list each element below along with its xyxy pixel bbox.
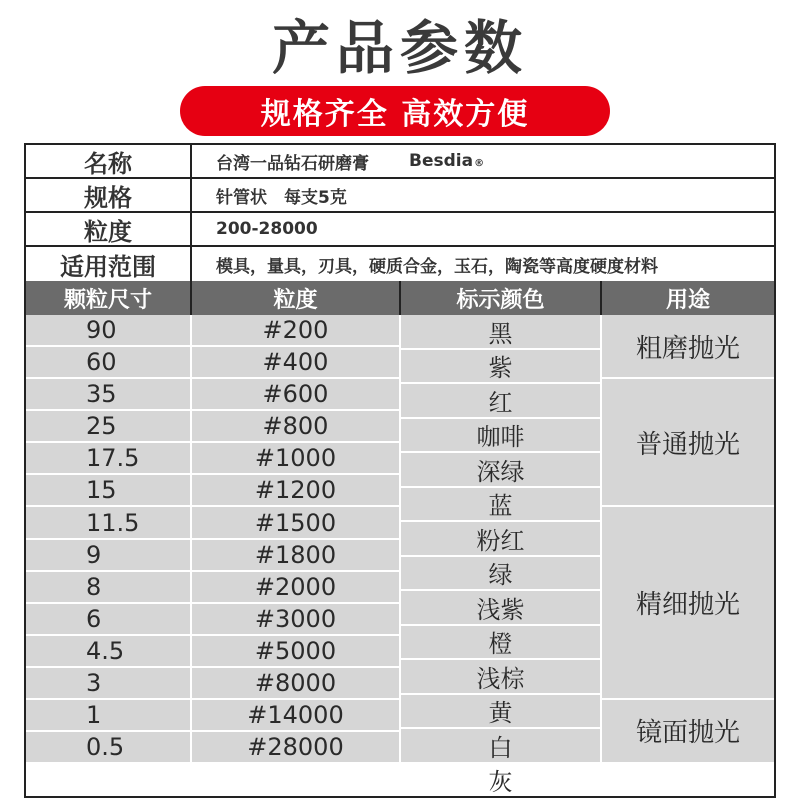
info-label: 适用范围 bbox=[26, 247, 192, 281]
column-color bbox=[401, 315, 602, 797]
grit-table-body bbox=[26, 315, 774, 797]
color-cell: 黑 bbox=[401, 315, 600, 350]
grit-cell: #28000 bbox=[192, 732, 399, 764]
grit-cell: #14000 bbox=[192, 700, 399, 732]
color-cell: 紫 bbox=[401, 350, 600, 385]
info-label: 名称 bbox=[26, 145, 192, 177]
color-cell: 灰 bbox=[401, 764, 600, 799]
page-title: 产品参数 bbox=[271, 14, 528, 82]
color-cell: 白 bbox=[401, 729, 600, 764]
grit-cell: #400 bbox=[192, 347, 399, 379]
spec-table bbox=[24, 143, 776, 798]
grit-cell: #200 bbox=[192, 315, 399, 347]
product-name: 台湾一品钻石研磨膏 bbox=[216, 153, 369, 174]
grit-cell: #2000 bbox=[192, 572, 399, 604]
info-value: 模具，量具，刃具，硬质合金，玉石，陶瓷等高度硬度材料 bbox=[216, 256, 658, 277]
use-cell: 普通抛光 bbox=[602, 379, 774, 507]
grit-cell: #3000 bbox=[192, 604, 399, 636]
grit-cell: #600 bbox=[192, 379, 399, 411]
info-row-scope bbox=[26, 247, 774, 281]
header-use: 用途 bbox=[665, 287, 710, 313]
size-cell: 90 bbox=[26, 315, 190, 347]
color-cell: 蓝 bbox=[401, 488, 600, 523]
header-grit: 粒度 bbox=[192, 281, 401, 315]
size-cell: 0.5 bbox=[26, 732, 190, 764]
size-cell: 60 bbox=[26, 347, 190, 379]
grit-cell: #1800 bbox=[192, 540, 399, 572]
info-value bbox=[192, 145, 774, 177]
grit-cell: #8000 bbox=[192, 668, 399, 700]
size-cell: 11.5 bbox=[26, 507, 190, 539]
size-cell: 9 bbox=[26, 540, 190, 572]
size-cell: 25 bbox=[26, 411, 190, 443]
color-cell: 深绿 bbox=[401, 453, 600, 488]
table-header bbox=[26, 281, 774, 315]
size-cell: 3 bbox=[26, 668, 190, 700]
info-label: 规格 bbox=[26, 179, 192, 211]
size-cell: 15 bbox=[26, 475, 190, 507]
info-value: 200-28000 bbox=[216, 219, 318, 239]
color-cell: 浅紫 bbox=[401, 591, 600, 626]
color-cell: 绿 bbox=[401, 557, 600, 592]
grit-cell: #1200 bbox=[192, 475, 399, 507]
use-cell: 精细抛光 bbox=[602, 507, 774, 699]
info-row-grit bbox=[26, 213, 774, 247]
size-cell: 4.5 bbox=[26, 636, 190, 668]
column-size bbox=[26, 315, 192, 764]
brand-name: Besdia® bbox=[409, 151, 485, 171]
color-cell: 粉红 bbox=[401, 522, 600, 557]
size-cell: 17.5 bbox=[26, 443, 190, 475]
color-cell: 红 bbox=[401, 384, 600, 419]
grit-cell: #800 bbox=[192, 411, 399, 443]
header-color: 标示颜色 bbox=[401, 281, 602, 315]
use-cell: 粗磨抛光 bbox=[602, 315, 774, 379]
color-cell: 黄 bbox=[401, 695, 600, 730]
info-row-name bbox=[26, 145, 774, 179]
size-cell: 6 bbox=[26, 604, 190, 636]
header-size: 颗粒尺寸 bbox=[26, 281, 192, 315]
column-use bbox=[602, 315, 774, 764]
column-grit bbox=[192, 315, 401, 764]
color-cell: 咖啡 bbox=[401, 419, 600, 454]
grit-cell: #1500 bbox=[192, 507, 399, 539]
color-cell: 橙 bbox=[401, 626, 600, 661]
size-cell: 8 bbox=[26, 572, 190, 604]
size-cell: 35 bbox=[26, 379, 190, 411]
color-cell: 浅棕 bbox=[401, 660, 600, 695]
grit-cell: #1000 bbox=[192, 443, 399, 475]
size-cell: 1 bbox=[26, 700, 190, 732]
feature-banner: 规格齐全 高效方便 bbox=[180, 86, 610, 136]
info-label: 粒度 bbox=[26, 213, 192, 245]
use-cell: 镜面抛光 bbox=[602, 700, 774, 764]
info-value: 针管状 每支5克 bbox=[216, 187, 347, 208]
info-row-spec bbox=[26, 179, 774, 213]
grit-cell: #5000 bbox=[192, 636, 399, 668]
